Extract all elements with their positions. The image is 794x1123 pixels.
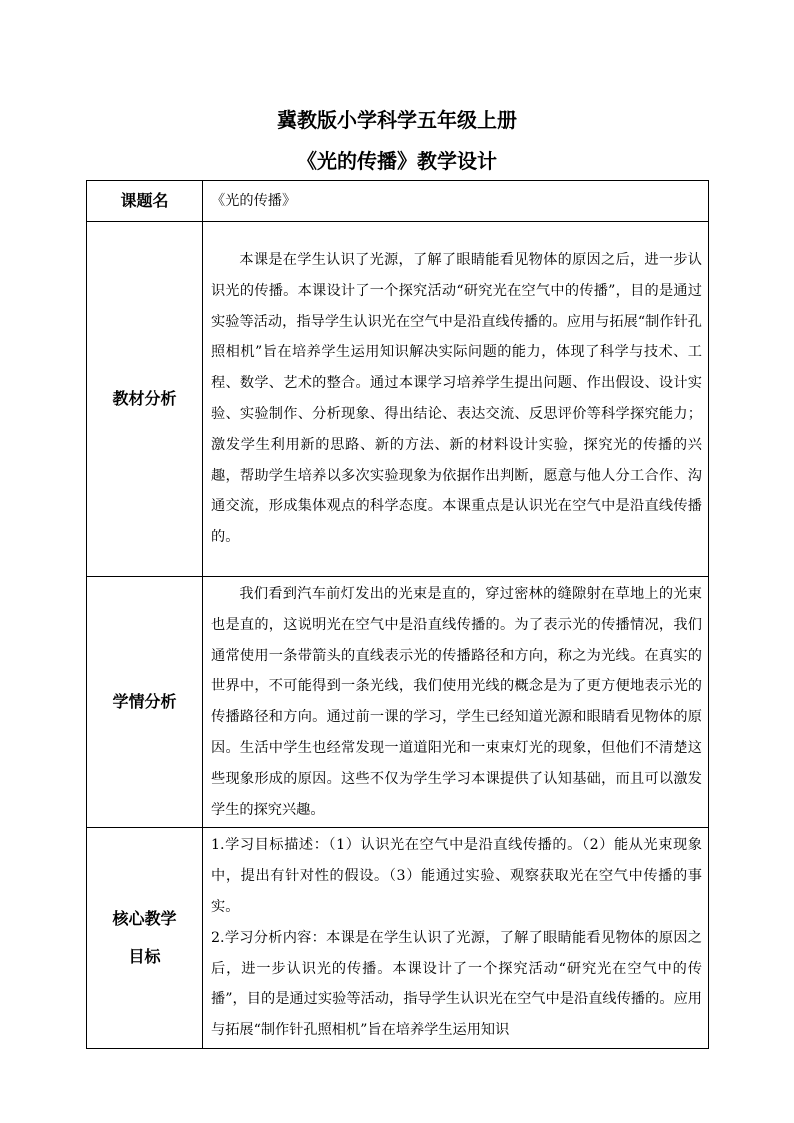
objectives-paragraph-1: 1.学习目标描述：（1）认识光在空气中是沿直线传播的。（2）能从光束现象中，提出有针对性的假设。（3）能通过实验、观察获取光在空气中传播的事实。 [211,837,702,915]
student-analysis-text: 我们看到汽车前灯发出的光束是直的，穿过密林的缝隙射在草地上的光束也是直的，这说明光在空气中是沿直线传播的。为了表示光的传播情况，我们通常使用一条带箭头的直线表示光的传播路径和方向，称之为光线。在真实的世界中，不可能得到一条光线，我们使用光线的概念是为了更方便地表示光的传播路径和方向。通过前一课的学习，学生已经知道光源和眼睛看见物体的原因。生活中学生也经常发现一道道阳光和一束束灯光的现象，但他们不清楚这些现象形成的原因。这些不仅为学生学习本课提供了认知基础，而且可以激发学生的探究兴趣。 [211,586,702,818]
row-label-textbook-analysis: 教材分析 [87,222,203,577]
row-content-student-analysis [203,577,709,828]
row-label-core-objectives-line2: 目标 [128,947,161,967]
row-content-core-objectives [203,828,709,1049]
table-row-core-objectives [87,828,709,1049]
row-content-textbook-analysis [203,222,709,577]
row-label-topic: 课题名 [87,181,203,222]
row-label-core-objectives [87,828,203,1049]
row-content-topic: 《光的传播》 [203,181,709,222]
lesson-design-table [86,180,709,1049]
table-row-topic [87,181,709,222]
document-title: 冀教版小学科学五年级上册 [277,108,517,132]
row-label-core-objectives-line1: 核心教学 [112,909,177,929]
table-row-textbook-analysis [87,222,709,577]
table-row-student-analysis [87,577,709,828]
objectives-paragraph-2: 2.学习分析内容：本课是在学生认识了光源，了解了眼睛能看见物体的原因之后，进一步认识光的传播。本课设计了一个探究活动“研究光在空气中的传播”，目的是通过实验等活动，指导学生认识光在空气中是沿直线传播的。应用与拓展“制作针孔照相机”旨在培养学生运用知识 [211,929,702,1039]
textbook-analysis-text: 本课是在学生认识了光源，了解了眼睛能看见物体的原因之后，进一步认识光的传播。本课设计了一个探究活动“研究光在空气中的传播”，目的是通过实验等活动，指导学生认识光在空气中是沿直线传播的。应用与拓展“制作针孔照相机”旨在培养学生运用知识解决实际问题的能力，体现了科学与技术、工程、数学、艺术的整合。通过本课学习培养学生提出问题、作出假设、设计实验、实验制作、分析现象、得出结论、表达交流、反思评价等科学探究能力；激发学生利用新的思路、新的方法、新的材料设计实验，探究光的传播的兴趣，帮助学生培养以多次实验现象为依据作出判断，愿意与他人分工合作、沟通交流，形成集体观点的科学态度。本课重点是认识光在空气中是沿直线传播的。 [211,252,702,546]
row-label-student-analysis: 学情分析 [87,577,203,828]
document-subtitle: 《光的传播》教学设计 [297,149,497,173]
